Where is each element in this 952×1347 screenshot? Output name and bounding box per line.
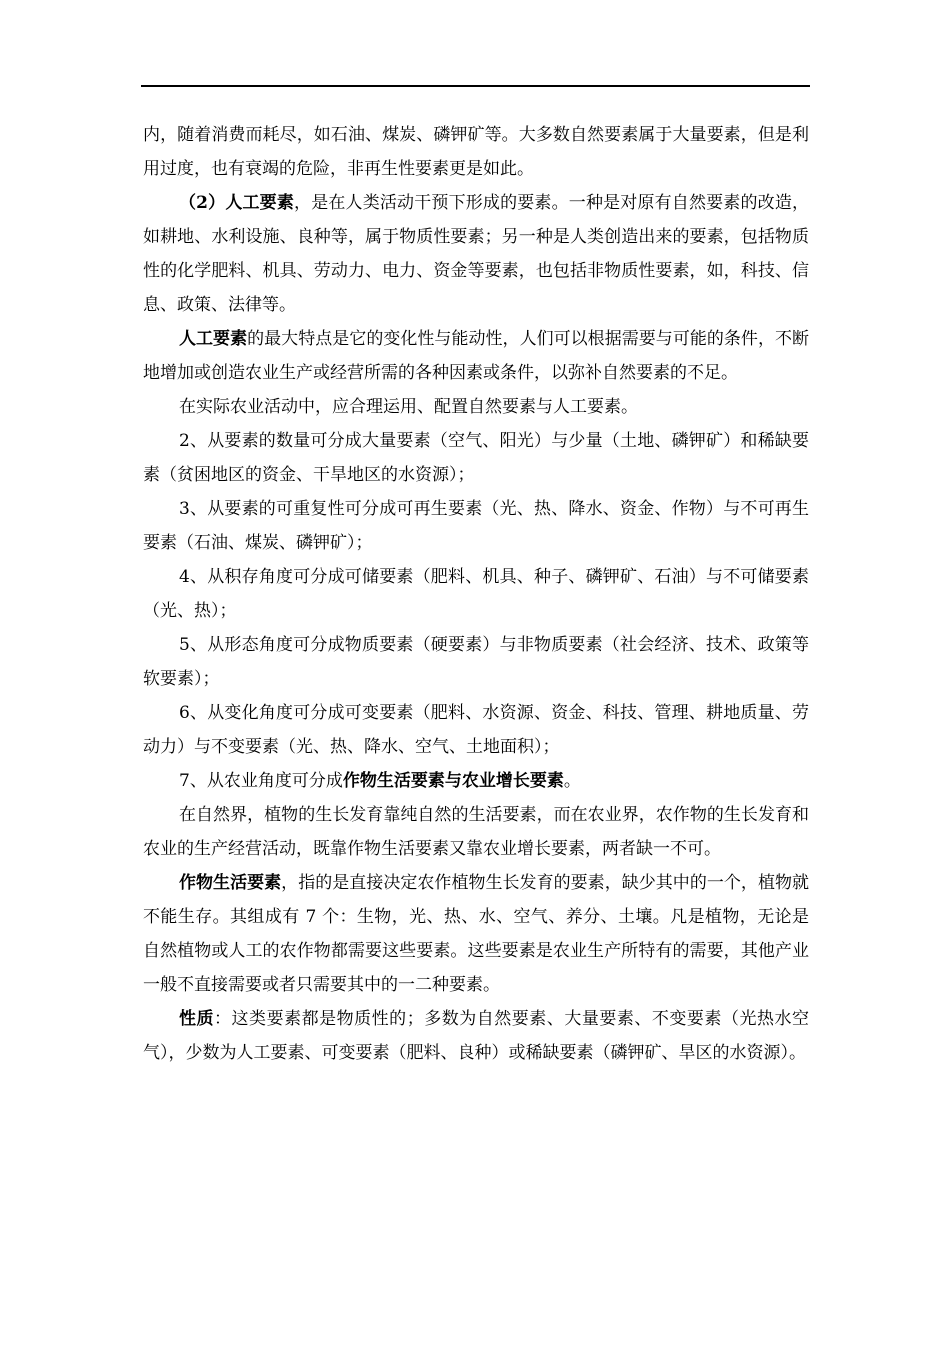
paragraph [143,1002,809,1070]
text-run: 在自然界，植物的生长发育靠纯自然的生活要素，而在农业界，农作物的生长发育和农业的生产经营活动，既靠作物生活要素又靠农业增长要素，两者缺一不可。 [143,805,809,859]
paragraph [143,764,809,798]
text-run: 4、从积存角度可分成可储要素（肥料、机具、种子、磷钾矿、石油）与不可储要素（光、热）； [143,567,809,621]
paragraph [143,424,809,492]
text-run: 2、从要素的数量可分成大量要素（空气、阳光）与少量（土地、磷钾矿）和稀缺要素（贫困地区的资金、干旱地区的水资源）； [143,431,809,485]
bold-text-run: 性质 [179,1009,215,1029]
text-run: ，是在人类活动干预下形成的要素。一种是对原有自然要素的改造，如耕地、水利设施、良种等，属于物质性要素；另一种是人类创造出来的要素，包括物质性的化学肥料、机具、劳动力、电力、资金等要素，也包括非物质性要素，如，科技、信息、政策、法律等。 [143,193,809,315]
text-run: 3、从要素的可重复性可分成可再生要素（光、热、降水、资金、作物）与不可再生要素（石油、煤炭、磷钾矿）； [143,499,809,553]
text-run: 。 [563,771,581,791]
paragraph [143,390,809,424]
text-run: 在实际农业活动中，应合理运用、配置自然要素与人工要素。 [179,397,638,417]
paragraph [143,186,809,322]
header-rule [141,85,810,87]
text-run: 的最大特点是它的变化性与能动性，人们可以根据需要与可能的条件，不断地增加或创造农业生产或经营所需的各种因素或条件，以弥补自然要素的不足。 [143,329,810,383]
text-run: 内，随着消费而耗尽，如石油、煤炭、磷钾矿等。大多数自然要素属于大量要素，但是利用过度，也有衰竭的危险，非再生性要素更是如此。 [143,125,809,179]
paragraph [143,560,809,628]
paragraph [143,866,809,1002]
paragraph [143,492,809,560]
bold-text-run: 人工要素 [179,329,248,349]
bold-text-run: 作物生活要素与农业增长要素 [342,771,564,791]
text-run: 5、从形态角度可分成物质要素（硬要素）与非物质要素（社会经济、技术、政策等软要素）； [143,635,809,689]
bold-text-run: 作物生活要素 [179,873,282,893]
text-run: 6、从变化角度可分成可变要素（肥料、水资源、资金、科技、管理、耕地质量、劳动力）与不变要素（光、热、降水、空气、土地面积）； [143,703,809,757]
paragraph [143,322,809,390]
paragraph [143,798,809,866]
text-run: ，指的是直接决定农作植物生长发育的要素，缺少其中的一个，植物就不能生存。其组成有 7 个：生物，光、热、水、空气、养分、土壤。凡是植物，无论是自然植物或人工的农作物都需要这些要素。这些要素是农业生产所特有的需要，其他产业一般不直接需要或者只需要其中的一二种要素。 [143,873,810,995]
paragraph [143,696,809,764]
text-run: 7、从农业角度可分成 [179,771,343,791]
paragraph [143,628,809,696]
text-run: ：这类要素都是物质性的；多数为自然要素、大量要素、不变要素（光热水空气），少数为人工要素、可变要素（肥料、良种）或稀缺要素（磷钾矿、旱区的水资源）。 [143,1009,810,1063]
bold-text-run: （2）人工要素 [179,193,295,213]
paragraph [143,118,809,186]
document-body [143,118,809,1070]
